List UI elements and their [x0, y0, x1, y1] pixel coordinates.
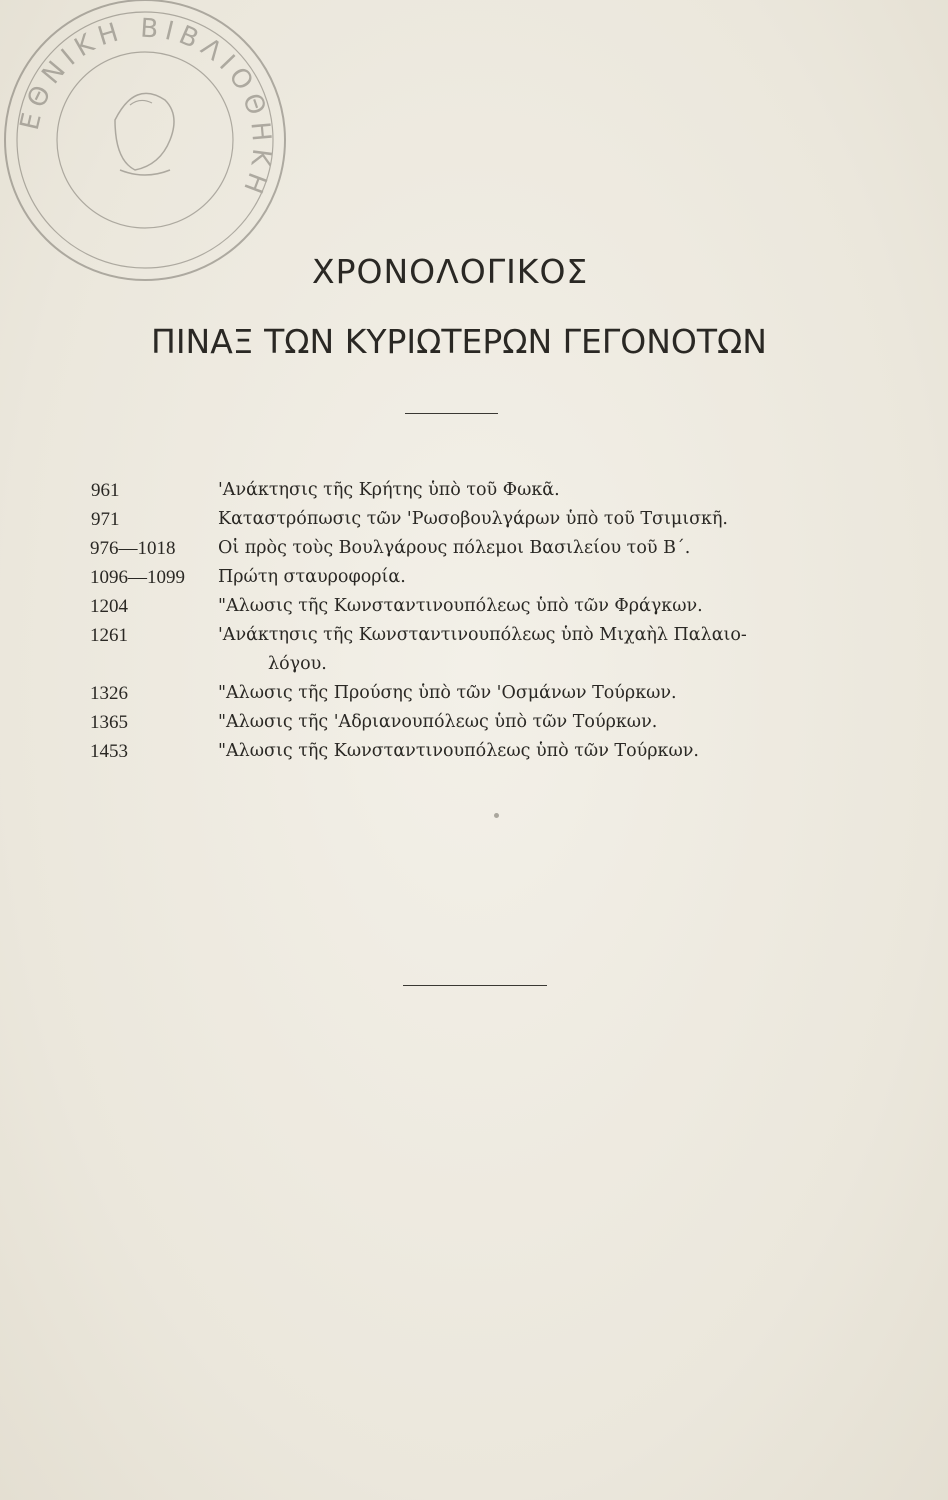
table-row [0, 505, 948, 534]
year-cell: 971 [91, 509, 120, 530]
event-cell: 'Ανάκτησις τῆς Κρήτης ὑπὸ τοῦ Φωκᾶ. [218, 480, 560, 500]
event-cell: 'Ανάκτησις τῆς Κωνσταντινουπόλεως ὑπὸ Μιχαὴλ Παλαιο- [218, 625, 747, 645]
table-row-continuation [0, 650, 948, 679]
page-subtitle: ΠΙΝΑΞ ΤΩΝ ΚΥΡΙΩΤΕΡΩΝ ΓΕΓΟΝΟΤΩΝ [151, 322, 767, 361]
bottom-divider [403, 985, 547, 986]
top-divider [405, 413, 498, 414]
table-row [0, 476, 948, 505]
chronology-table [0, 476, 948, 766]
year-cell: 1204 [90, 596, 128, 617]
event-cell: "Αλωσις τῆς Προύσης ὑπὸ τῶν 'Οσμάνων Τούρκων. [218, 683, 677, 703]
ink-speck [494, 813, 499, 818]
table-row [0, 679, 948, 708]
page-title: ΧΡΟΝΟΛΟΓΙΚΟΣ [312, 252, 589, 291]
library-stamp-icon [0, 0, 290, 290]
event-cell: λόγου. [268, 654, 327, 674]
event-cell: "Αλωσις τῆς Κωνσταντινουπόλεως ὑπὸ τῶν Φράγκων. [218, 596, 703, 616]
year-cell: 961 [91, 480, 120, 501]
year-cell: 1261 [90, 625, 128, 646]
table-row [0, 708, 948, 737]
table-row [0, 563, 948, 592]
event-cell: "Αλωσις τῆς 'Αδριανουπόλεως ὑπὸ τῶν Τούρκων. [218, 712, 658, 732]
event-cell: "Αλωσις τῆς Κωνσταντινουπόλεως ὑπὸ τῶν Τούρκων. [218, 741, 699, 761]
table-row [0, 737, 948, 766]
year-cell: 1453 [90, 741, 128, 762]
stamp-legend: ΕΘΝΙΚΗ ΒΙΒΛΙΟΘΗΚΗ [14, 13, 277, 203]
table-row [0, 621, 948, 650]
table-row [0, 534, 948, 563]
event-cell: Καταστρόπωσις τῶν 'Ρωσοβουλγάρων ὑπὸ τοῦ Τσιμισκῆ. [218, 509, 728, 529]
year-cell: 1096—1099 [90, 567, 185, 588]
year-cell: 1365 [90, 712, 128, 733]
event-cell: Πρώτη σταυροφορία. [218, 567, 406, 587]
event-cell: Οἱ πρὸς τοὺς Βουλγάρους πόλεμοι Βασιλείου τοῦ Β΄. [218, 538, 691, 558]
year-cell: 976—1018 [90, 538, 176, 559]
table-row [0, 592, 948, 621]
year-cell: 1326 [90, 683, 128, 704]
